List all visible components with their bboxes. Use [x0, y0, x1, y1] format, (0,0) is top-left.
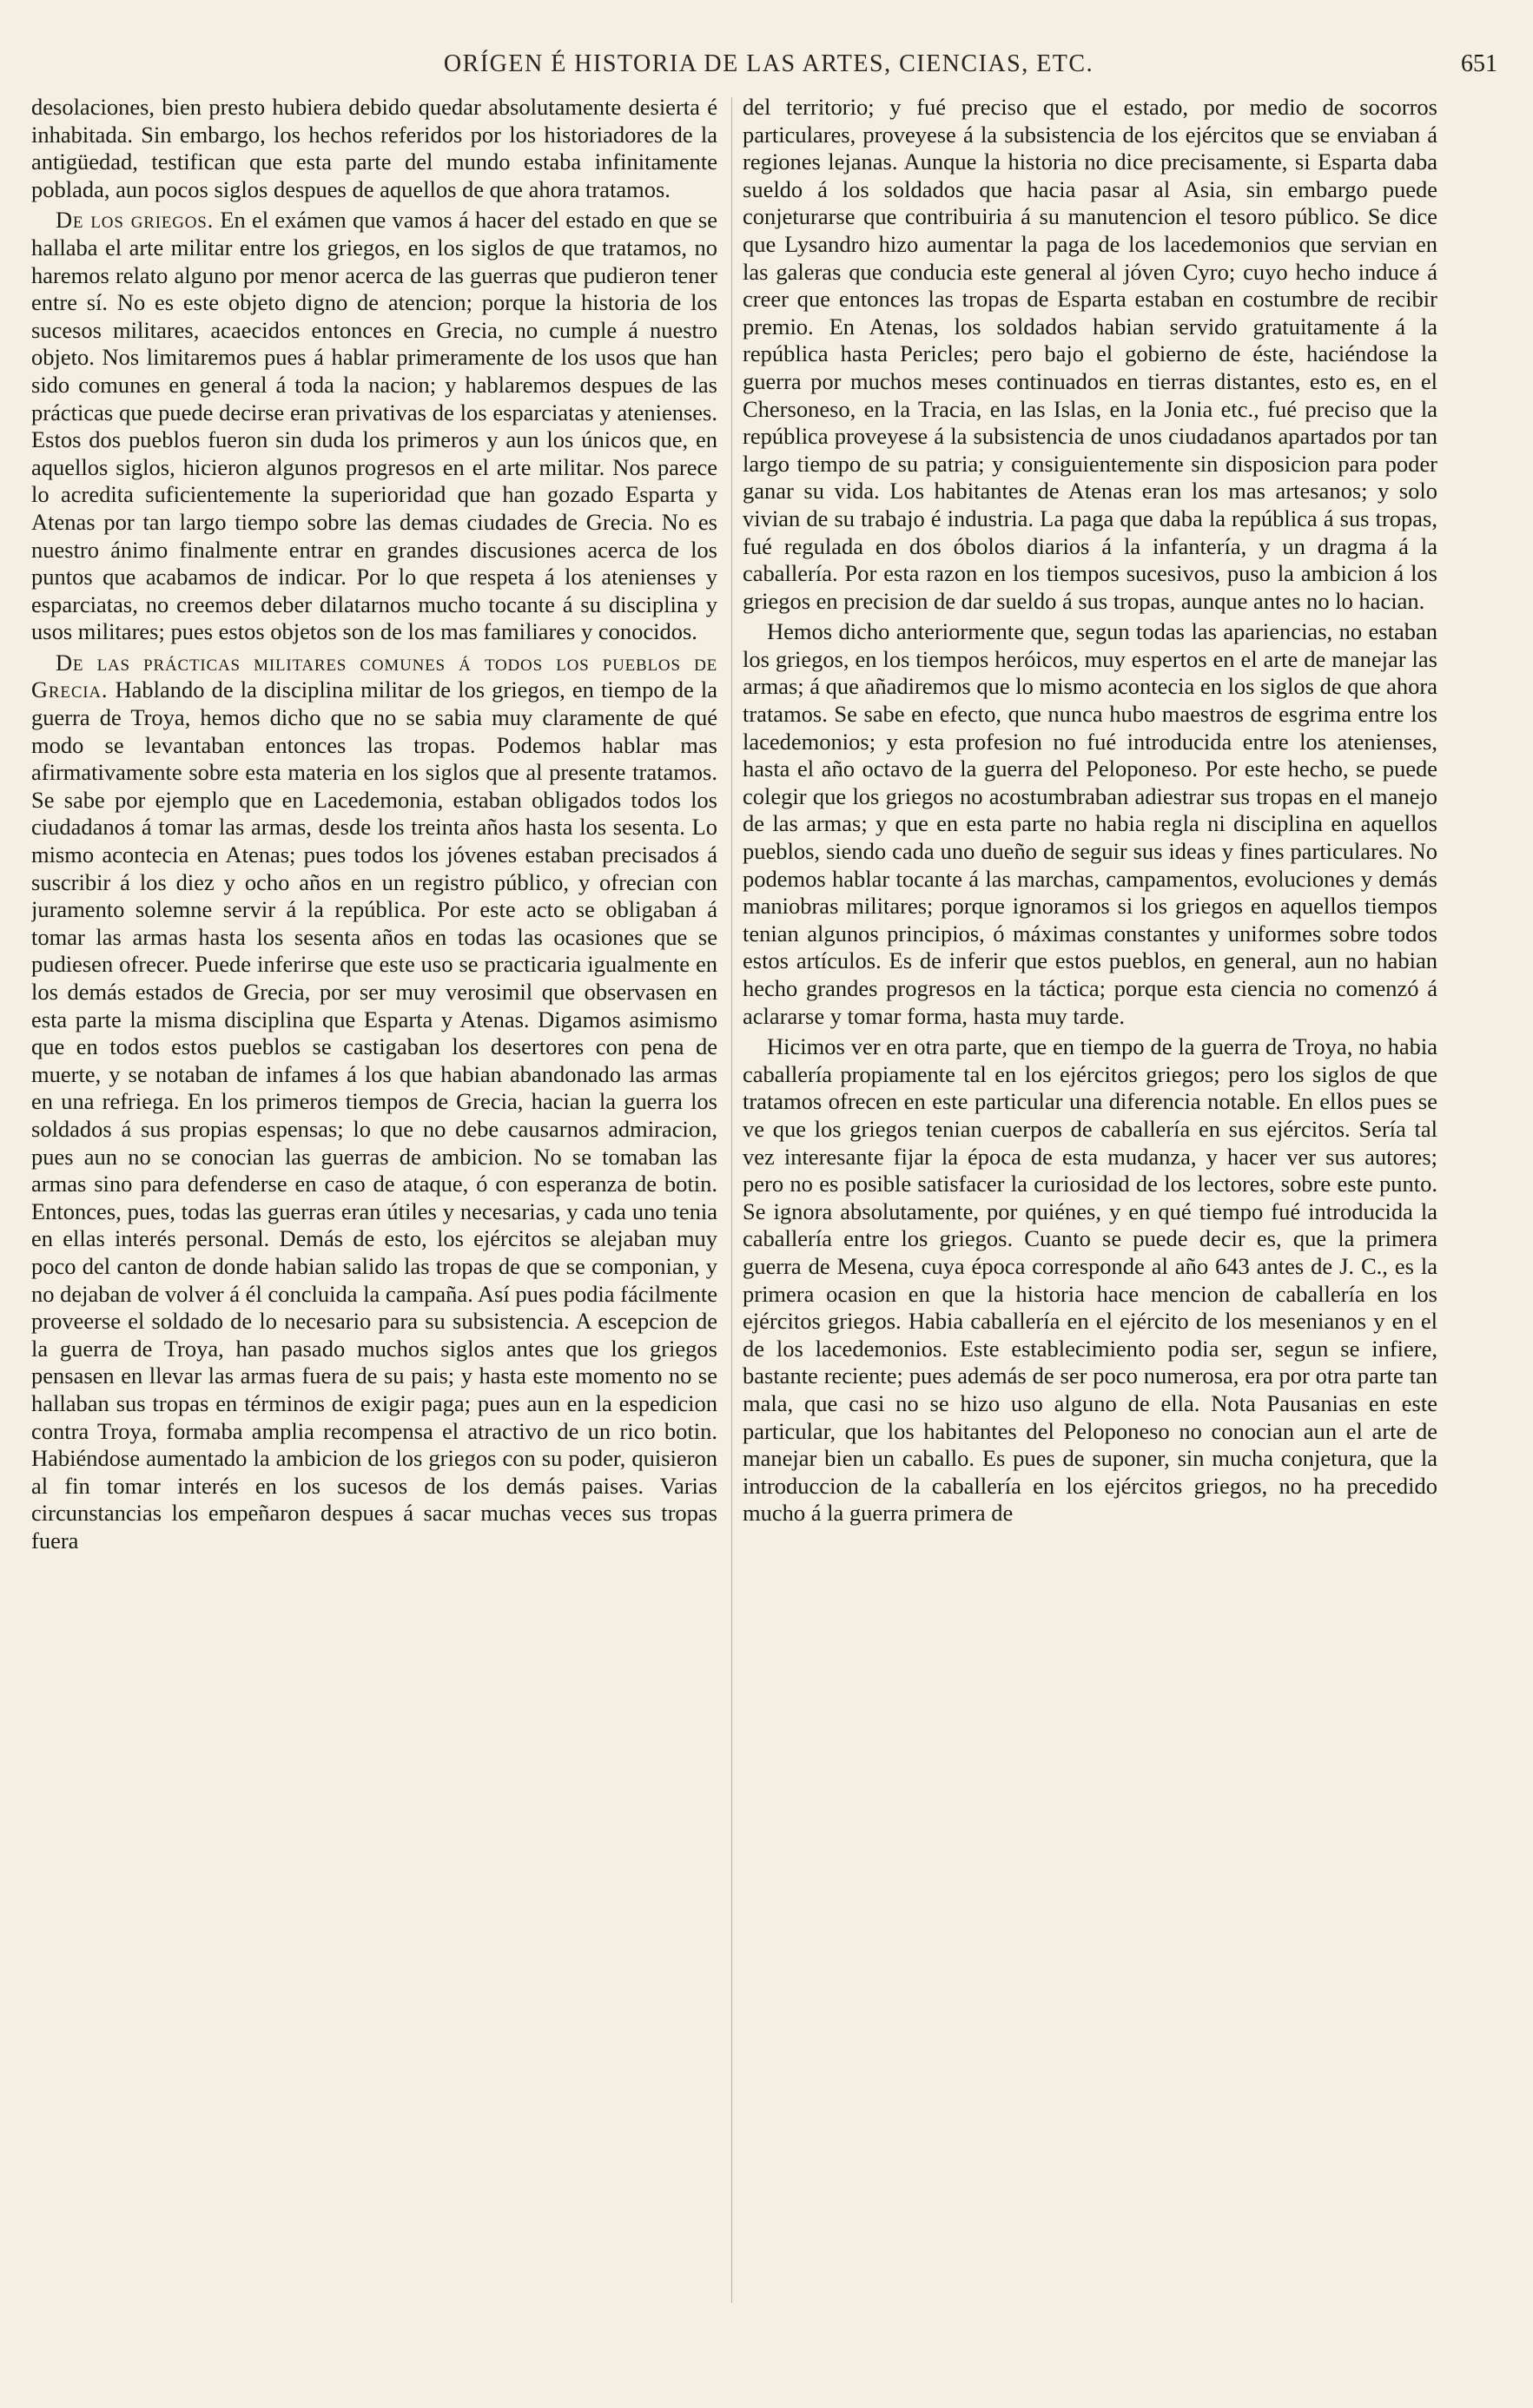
right-column	[743, 94, 1437, 2308]
paragraph-text: Hablando de la disciplina militar de los griegos, en tiempo de la guerra de Troya, hemos dicho que no se sabia muy claramente de qué modo se levantaban entonces las tropas. Podemos hablar mas afirmativamente sobre esta materia en los siglos que al presente tratamos. Se sabe por ejemplo que en Lacedemonia, estaban obligados todos los ciudadanos á tomar las armas, desde los treinta años hasta los sesenta. Lo mismo acontecia en Atenas; pues todos los jóvenes estaban precisados á suscribir á los diez y ocho años en un registro público, y ofrecian con juramento solemne servir á la república. Por este acto se obligaban á tomar las armas hasta los sesenta años en todas las ocasiones que se pudiesen ofrecer. Puede inferirse que este uso se practicaria igualmente en los demás estados de Grecia, por ser muy verosimil que observasen en esta parte la misma disciplina que Esparta y Atenas. Digamos asimismo que en todos estos pueblos se castigaban los desertores con pena de muerte, y se notaban de infames á los que habian abandonado las armas en una refriega. En los primeros tiempos de Grecia, hacian la guerra los soldados á sus propias espensas; lo que no debe causarnos admiracion, pues aun no se conocian las guerras de ambicion. No se tomaban las armas sino para defenderse en caso de ataque, ó con esperanza de botin. Entonces, pues, todas las guerras eran útiles y necesarias, y cada uno tenia en ellas interés personal. Demás de esto, los ejércitos se alejaban muy poco del canton de donde habian salido las tropas de que se componian, y no dejaban de volver á él concluida la campaña. Así pues podia fácilmente proveerse el soldado de lo necesario para su subsistencia. A escepcion de la guerra de Troya, han pasado muchos siglos antes que los griegos pensasen en llevar las armas fuera de su pais; y hasta este momento no se hallaban sus tropas en términos de exigir paga; pues aun en la espedicion contra Troya, formaba amplia recompensa el atractivo de un rico botin. Habiéndose aumentado la ambicion de los griegos con su poder, quisieron al fin tomar interés en los sucesos de los demás paises. Varias circunstancias los empeñaron despues á sacar muchas veces sus tropas fuera	[31, 676, 717, 1554]
section-heading: De los griegos.	[56, 207, 215, 234]
paragraph: Hicimos ver en otra parte, que en tiempo de la guerra de Troya, no habia caballería propiamente tal en los ejércitos griegos; pero los siglos de que tratamos ofrecen en este particular una diferencia notable. En ellos pues se ve que los griegos tenian cuerpos de caballería en sus ejércitos. Sería tal vez interesante fijar la época de esta mudanza, y hacer ver sus autores; pero no es posible satisfacer la curiosidad de los lectores, sobre este punto. Se ignora absolutamente, por quiénes, y en qué tiempo fué introducida la caballería entre los griegos. Cuanto se puede decir es, que la primera guerra de Mesena, cuya época corresponde al año 643 antes de J. C., es la primera ocasion en que la historia hace mencion de caballería en los ejércitos griegos. Habia caballería en el ejército de los mesenianos y en el de los lacedemonios. Este establecimiento podia ser, segun se infiere, bastante reciente; pues además de ser poco numerosa, era por otra parte tan mala, que casi no se hizo uso alguno de ella. Nota Pausanias en este particular, que los habitantes del Peloponeso no conocian aun el arte de manejar bien un caballo. Es pues de suponer, sin mucha conjetura, que la introduccion de la caballería en los ejércitos griegos, no ha precedido mucho á la guerra primera de	[743, 1033, 1437, 1527]
column-divider	[731, 97, 732, 2303]
paragraph: desolaciones, bien presto hubiera debido quedar absolutamente desierta é inhabitada. Sin embargo, los hechos referidos por los historiadores de la antigüedad, testifican que esta parte del mundo estaba infinitamente poblada, aun pocos siglos despues de aquellos de que ahora tratamos.	[31, 94, 717, 202]
section-paragraph	[31, 207, 717, 646]
section-paragraph	[31, 650, 717, 1555]
left-column	[31, 94, 717, 2308]
running-title: ORÍGEN É HISTORIA DE LAS ARTES, CIENCIAS, ETC.	[443, 50, 1094, 77]
page-number: 651	[1461, 50, 1497, 77]
paragraph: Hemos dicho anteriormente que, segun todas las apariencias, no estaban los griegos, en los tiempos heróicos, muy espertos en el arte de manejar las armas; á que añadiremos que lo mismo acontecia en los siglos de que ahora tratamos. Se sabe en efecto, que nunca hubo maestros de esgrima entre los lacedemonios; y esta profesion no fué introducida entre los atenienses, hasta el año octavo de la guerra del Peloponeso. Por este hecho, se puede colegir que los griegos no acostumbraban adiestrar sus tropas en el manejo de las armas; y que en esta parte no habia regla ni disciplina en aquellos pueblos, siendo cada uno dueño de seguir sus ideas y fines particulares. No podemos hablar tocante á las marchas, campamentos, evoluciones y demás maniobras militares; porque ignoramos si los griegos en aquellos tiempos tenian algunos principios, ó máximas constantes y uniformes sobre todos estos artículos. Es de inferir que estos pueblos, en general, aun no habian hecho grandes progresos en la táctica; porque esta ciencia no comenzó á aclararse y tomar forma, hasta muy tarde.	[743, 618, 1437, 1029]
page-header	[35, 50, 1503, 85]
paragraph-text: En el exámen que vamos á hacer del estado en que se hallaba el arte militar entre los griegos, en los siglos de que tratamos, no haremos relato alguno por menor acerca de las guerras que pudieron tener entre sí. No es este objeto digno de atencion; porque la historia de los sucesos militares, acaecidos entonces en Grecia, no cumple á nuestro objeto. Nos limitaremos pues á hablar primeramente de los usos que han sido comunes en general á toda la nacion; y hablaremos despues de las prácticas que puede decirse eran privativas de los esparciatas y atenienses. Estos dos pueblos fueron sin duda los primeros y aun los únicos que, en aquellos siglos, hicieron algunos progresos en el arte militar. Nos parece lo acredita suficientemente la superioridad que han gozado Esparta y Atenas por tan largo tiempo sobre las demas ciudades de Grecia. No es nuestro ánimo finalmente entrar en grandes discusiones acerca de los puntos que acabamos de indicar. Por lo que respeta á los atenienses y esparciatas, no creemos deber dilatarnos mucho tocante á su disciplina y usos militares; pues estos objetos son de los mas familiares y conocidos.	[31, 207, 717, 645]
section-heading: De las prácticas militares comunes á todos los pueblos de Grecia.	[31, 649, 717, 703]
paragraph: del territorio; y fué preciso que el estado, por medio de socorros particulares, proveyese á la subsistencia de los ejércitos que se enviaban á regiones lejanas. Aunque la historia no dice precisamente, si Esparta daba sueldo á los soldados que hacia pasar al Asia, sin embargo puede conjeturarse que contribuiria á su manutencion el tesoro público. Se dice que Lysandro hizo aumentar la paga de los lacedemonios que servian en las galeras que conducia este general al jóven Cyro; cuyo hecho induce á creer que entonces las tropas de Esparta estaban en costumbre de recibir premio. En Atenas, los soldados habian servido gratuitamente á la república hasta Pericles; pero bajo el gobierno de éste, haciéndose la guerra por muchos meses continuados en tierras distantes, esto es, en el Chersoneso, en la Tracia, en las Islas, en la Jonia etc., fué preciso que la república proveyese á la subsistencia de unos ciudadanos apartados por tan largo tiempo de su patria; y consiguientemente sin disposicion para poder ganar su vida. Los habitantes de Atenas eran los mas artesanos; y solo vivian de su trabajo é industria. La paga que daba la república á sus tropas, fué regulada en dos óbolos diarios á la infantería, y un dragma á la caballería. Por esta razon en los tiempos sucesivos, puso la ambicion á los griegos en precision de dar sueldo á sus tropas, aunque antes no lo hacian.	[743, 94, 1437, 614]
